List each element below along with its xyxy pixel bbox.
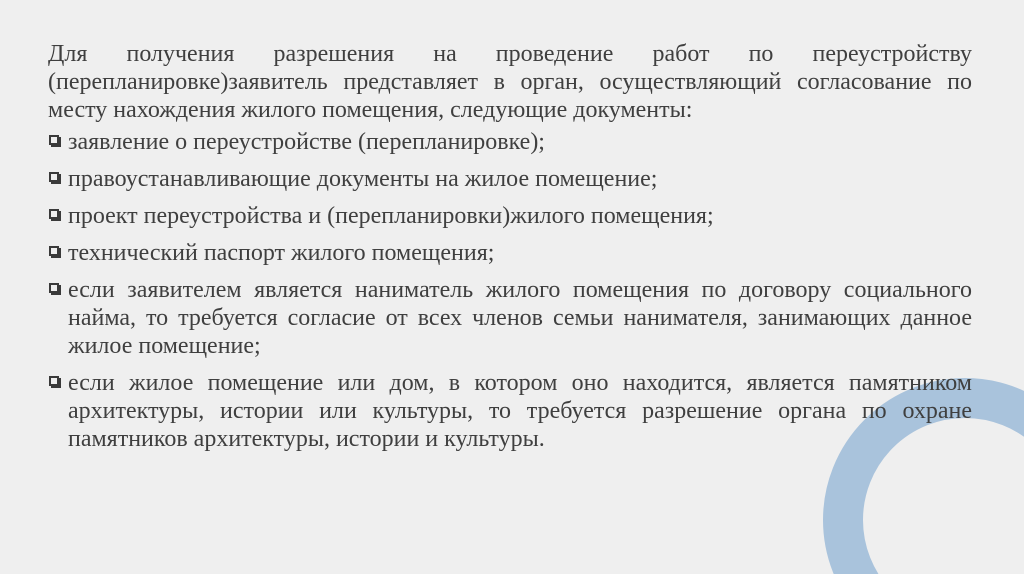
list-item-text: технический паспорт жилого помещения; — [68, 240, 495, 266]
list-item — [48, 202, 972, 230]
list-item — [48, 239, 972, 267]
list-item-text: если жилое помещение или дом, в котором оно находится, является памятником архитектуры, истории или культуры, то требуется разрешение органа по охране памятников архитектуры, истории и культуры. — [68, 370, 972, 452]
checkbox-bullet-icon — [49, 209, 59, 219]
list-item-text: если заявителем является наниматель жилого помещения по договору социального найма, то требуется согласие от всех членов семьи нанимателя, занимающих данное жилое помещение; — [68, 277, 972, 359]
list-item-text: заявление о переустройстве (перепланировке); — [68, 129, 545, 155]
checkbox-bullet-icon — [49, 283, 59, 293]
list-item-text: правоустанавливающие документы на жилое помещение; — [68, 166, 658, 192]
list-item — [48, 165, 972, 193]
checkbox-bullet-icon — [49, 172, 59, 182]
intro-paragraph: Для получения разрешения на проведение работ по переустройству (перепланировке)заявитель представляет в орган, осуществляющий согласование по месту нахождения жилого помещения, следующие документы: — [48, 41, 972, 123]
list-item — [48, 369, 972, 453]
list-item-text: проект переустройства и (перепланировки)жилого помещения; — [68, 203, 714, 229]
list-item — [48, 276, 972, 360]
slide-content — [48, 40, 972, 462]
document-list — [48, 128, 972, 453]
checkbox-bullet-icon — [49, 376, 59, 386]
list-item — [48, 128, 972, 156]
checkbox-bullet-icon — [49, 246, 59, 256]
checkbox-bullet-icon — [49, 135, 59, 145]
